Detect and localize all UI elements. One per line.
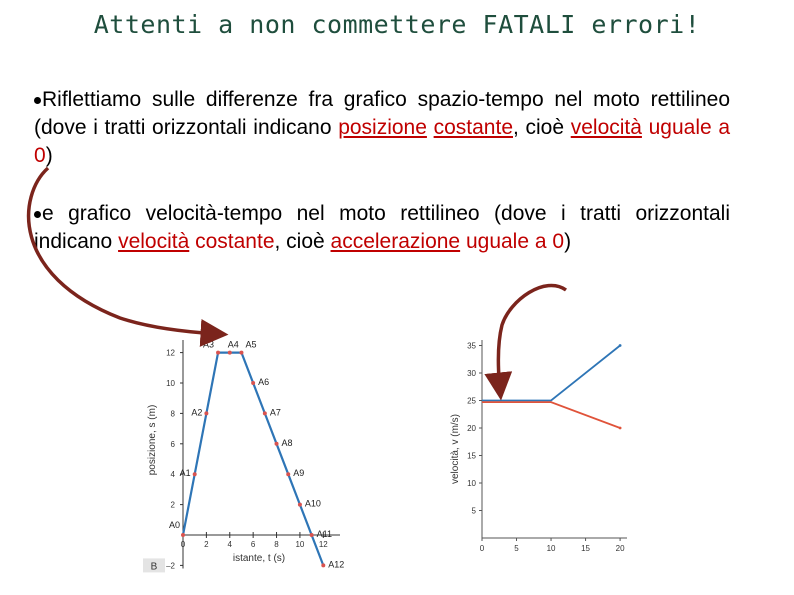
position-marker [251, 381, 255, 385]
position-marker [321, 563, 325, 567]
position-marker [286, 472, 290, 476]
position-marker [228, 351, 232, 355]
x-tick-label: 20 [615, 544, 625, 553]
point-label: A1 [179, 468, 191, 479]
velocity-time-chart [445, 330, 635, 560]
bullet-icon [34, 211, 41, 218]
y-tick-label: 35 [467, 341, 476, 351]
point-label: A6 [258, 377, 270, 387]
p1-text-2: , cioè [513, 116, 571, 139]
y-tick-label: 8 [170, 409, 175, 419]
p2-text-3: ) [564, 230, 572, 253]
x-tick-label: 5 [514, 544, 519, 553]
y-tick-label: 10 [467, 479, 476, 488]
position-marker [204, 411, 208, 415]
position-marker [216, 351, 220, 355]
point-label: A5 [245, 339, 257, 350]
y-tick-label: 4 [170, 470, 175, 480]
p1-highlight-costante: costante [433, 116, 513, 139]
p2-highlight-costante: costante [195, 230, 275, 253]
point-label: A11 [316, 529, 332, 539]
p2-text-2: , cioè [274, 230, 331, 253]
slide-title: Attenti a non commettere FATALI errori! [93, 10, 701, 39]
point-label: A9 [293, 468, 305, 479]
position-marker [263, 411, 267, 415]
position-marker [239, 351, 243, 355]
point-label: A8 [281, 437, 293, 448]
p1-text-1: Riflettiamo sulle differenze fra grafico spazio-tempo nel moto rettilineo (dove i tratti orizzontali indicano [34, 88, 730, 139]
point-label: A3 [203, 339, 215, 350]
panel-label: B [150, 561, 158, 573]
point-label: A7 [269, 407, 281, 418]
x-tick-label: 4 [227, 540, 232, 549]
p1-highlight-uguale-a-0: uguale a 0 [34, 116, 731, 167]
x-tick-label: 10 [295, 540, 305, 549]
y-tick-label: 25 [467, 396, 476, 406]
x-tick-label: 0 [479, 544, 485, 553]
p2-highlight-accelerazione: accelerazione [330, 230, 461, 253]
position-marker [193, 472, 197, 476]
position-marker [310, 533, 314, 537]
y-axis-label: velocità, v (m/s) [450, 413, 461, 485]
p1-highlight-posizione: posizione [338, 116, 427, 139]
position-marker [298, 503, 302, 507]
x-tick-label: 12 [318, 540, 328, 549]
y-tick-label: –2 [166, 561, 175, 571]
x-tick-label: 6 [250, 540, 256, 549]
position-time-chart [135, 330, 345, 585]
x-tick-label: 2 [204, 540, 209, 549]
p1-text-3: ) [45, 144, 53, 167]
p1-space-2 [642, 116, 649, 139]
velocity-series-end [619, 427, 622, 430]
bullet-icon [34, 97, 41, 104]
point-label: A0 [168, 520, 180, 530]
x-tick-label: 8 [274, 540, 279, 549]
velocity-series-line [482, 346, 620, 401]
y-tick-label: 10 [166, 379, 175, 388]
x-axis-label: istante, t (s) [232, 553, 286, 564]
x-tick-label: 15 [581, 544, 591, 553]
paragraph-velocity-time [34, 200, 730, 256]
point-label: A4 [227, 339, 239, 350]
y-tick-label: 15 [467, 451, 476, 461]
p1-highlight-velocita: velocità [570, 116, 642, 139]
y-tick-label: 5 [471, 506, 476, 516]
point-label: A10 [304, 498, 321, 509]
y-tick-label: 20 [467, 424, 476, 433]
y-tick-label: 2 [170, 500, 175, 510]
y-tick-label: 30 [467, 369, 476, 378]
velocity-series-line [482, 402, 620, 428]
x-tick-label: 10 [546, 544, 556, 553]
point-label: A12 [328, 559, 345, 570]
position-marker [275, 442, 279, 446]
position-marker [181, 533, 185, 537]
y-tick-label: 6 [170, 439, 175, 449]
p2-highlight-velocita: velocità [118, 230, 190, 253]
p1-space [427, 116, 434, 139]
p2-highlight-uguale-a-0: uguale a 0 [465, 230, 565, 253]
p2-text-1: e grafico velocità-tempo nel moto rettilineo (dove i tratti orizzontali indicano [34, 202, 730, 253]
x-tick-label: 0 [180, 540, 186, 549]
y-tick-label: 12 [166, 348, 175, 358]
point-label: A2 [191, 407, 203, 418]
velocity-series-end [619, 344, 622, 347]
paragraph-space-time [34, 86, 730, 170]
y-axis-label: posizione, s (m) [147, 404, 158, 476]
